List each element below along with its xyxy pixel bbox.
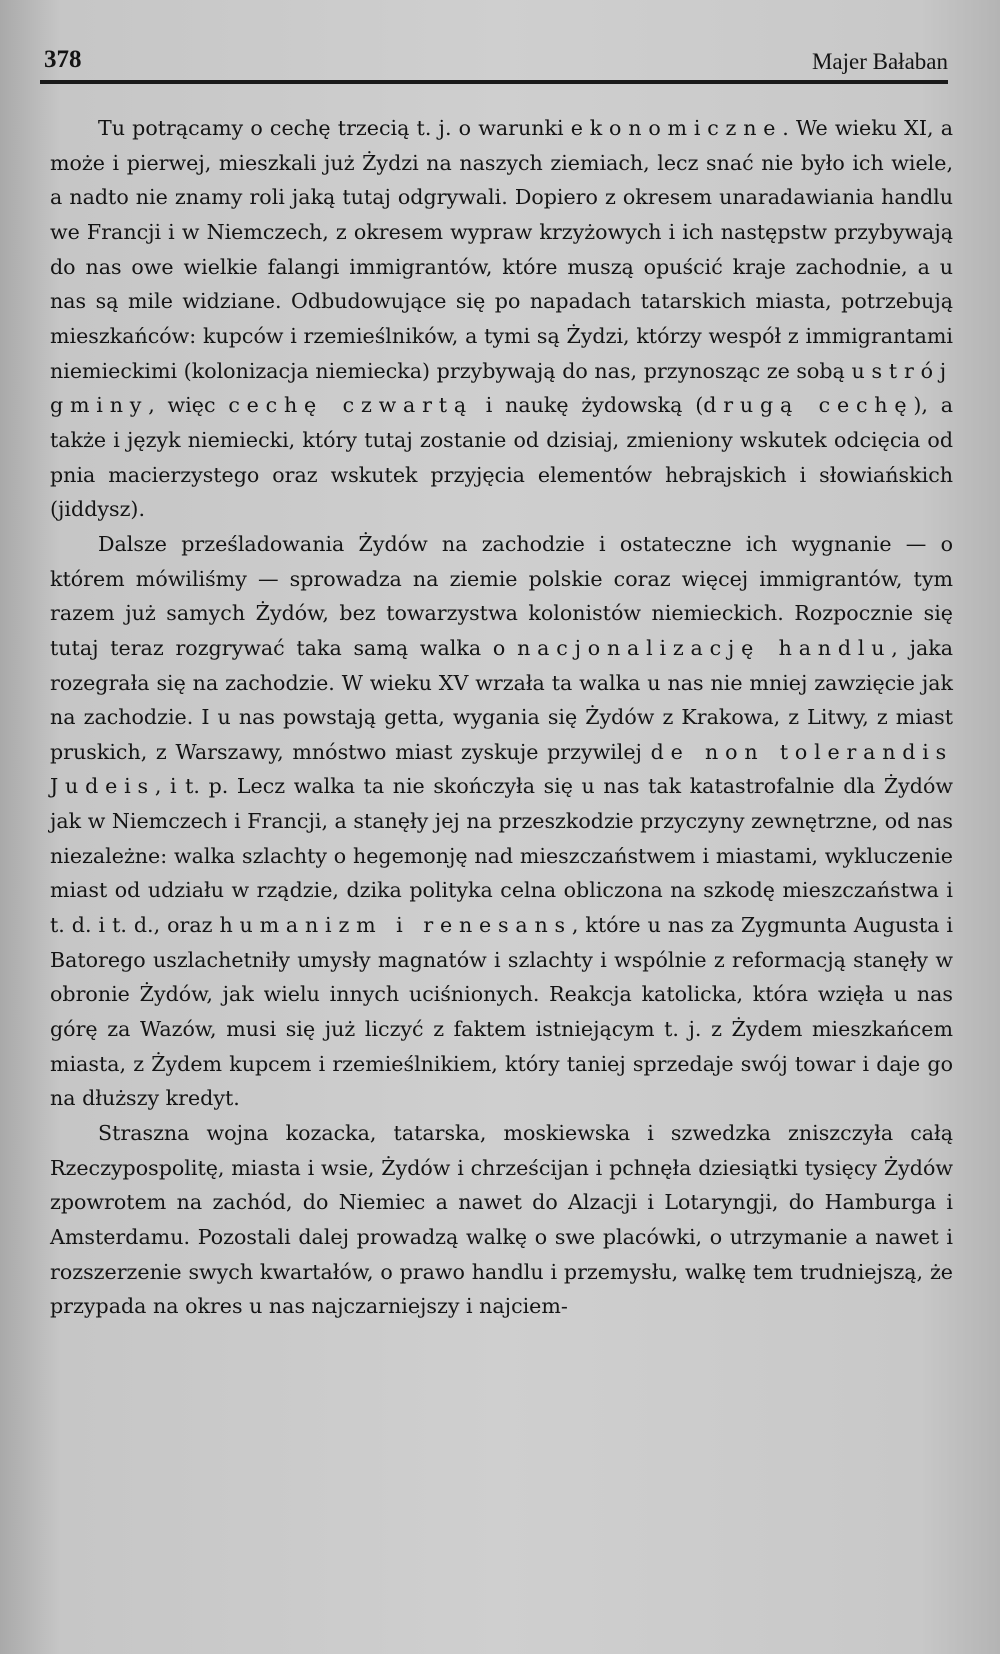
body-text bbox=[50, 111, 953, 1324]
text-run: ), a także i język niemiecki, który tutaj zostanie od dzisiaj, zmieniony wskutek odcięcia od pnia macierzystego oraz wskutek przyjęcia elementów hebrajskich i słowiańskich (jiddysz). bbox=[50, 393, 954, 522]
text-run: , które u nas za Zygmunta Augusta i Batorego uszlachetniły umysły magnatów i szlachty i wspólnie z reformacją stanęły w obronie Żydów, jak wielu innych uciśnionych. Reakcja katolicka, która wzięła u nas górę za Wazów, musi się już liczyć z faktem istniejącym t. j. z Żydem mieszkańcem miasta, z Żydem kupcem i rzemieślnikiem, który taniej sprzedaje swój towar i daje go na dłuższy kredyt. bbox=[50, 913, 953, 1111]
text-run: Dalsze prześladowania Żydów na zachodzie i ostateczne ich wygnanie — o którem mówiliśmy — sprowadza na ziemie polskie coraz więcej immigrantów, tym razem już samych Żydów, bez towarzystwa kolonistów niemieckich. Rozpocznie się tutaj teraz rozgrywać taka samą walka o bbox=[50, 531, 953, 660]
text-run: . We wieku XI, a może i pierwej, mieszkali już Żydzi na naszych ziemiach, lecz snać nie było ich wiele, a nadto nie znamy roli jaką tutaj odgrywali. Dopiero z okresem unaradawiania handlu we Francji i w Niemczech, z okresem wypraw krzyżowych i ich następstw przybywają do nas owe wielkie falangi immigrantów, które muszą opuścić kraje zachodnie, a u nas są mile widziane. Odbudowujące się po napadach tatarskich miasta, potrzebują mieszkańców: kupców i rzemieślników, a tymi są Żydzi, którzy wespół z immigrantami niemieckimi (kolonizacja niemiecka) przybywają do nas, przynosząc ze sobą bbox=[50, 116, 953, 383]
page-number: 378 bbox=[44, 46, 82, 73]
spaced-emphasis: ustrój gminy bbox=[50, 358, 953, 418]
text-run: , więc bbox=[148, 393, 229, 418]
spaced-emphasis: ekonomiczne bbox=[570, 116, 783, 140]
text-run: , i t. p. Lecz walka ta nie skończyła się u nas tak katastrofalnie dla Żydów jak w Niemczech i Francji, a stanęły jej na przeszkodzie przyczyny zewnętrzne, od nas niezależne: walka szlachty o hegemonję nad mieszczaństwem i miastami, wykluczenie miast od udziału w rządzie, dzika polityka celna obliczona na szkodę mieszczaństwa i t. d. i t. d., oraz bbox=[50, 774, 953, 938]
spaced-emphasis: cechę czwartą bbox=[228, 393, 473, 418]
spaced-emphasis: nacjonalizację handlu bbox=[517, 635, 892, 660]
paragraph bbox=[50, 527, 953, 1116]
text-run: , jaka rozegrała się na zachodzie. W wieku XV wrzała ta walka u nas nie mniej zawzięcie jak na zachodzie. I u nas powstają getta, wygania się Żydów z Krakowa, z Litwy, z miast pruskich, z Warszawy, mnóstwo miast zyskuje przywilej bbox=[50, 635, 953, 764]
text-run: Tu potrącamy o cechę trzecią t. j. o warunki bbox=[98, 116, 571, 140]
paragraph bbox=[50, 1116, 953, 1324]
text-run: i naukę żydowską ( bbox=[472, 393, 704, 418]
running-head: Majer Bałaban bbox=[811, 49, 948, 74]
page-header bbox=[40, 40, 948, 84]
spaced-emphasis: humanizm i renesans bbox=[219, 913, 572, 938]
paragraph bbox=[50, 111, 953, 527]
text-run: Straszna wojna kozacka, tatarska, moskiewska i szwedzka zniszczyła całą Rzeczypospolitę, miasta i wsie, Żydów i chrześcijan i pchnęła dziesiątki tysięcy Żydów zpowrotem na zachód, do Niemiec a nawet do Alzacji i Lotaryngji, do Hamburga i Amsterdamu. Pozostali dalej prowadzą walkę o swe placówki, o utrzymanie a nawet i rozszerzenie swych kwartałów, o prawo handlu i przemysłu, walkę tem trudniejszą, że przypada na okres u nas najczarniejszy i najciem- bbox=[50, 1121, 953, 1319]
spaced-emphasis: drugą cechę bbox=[703, 393, 914, 418]
spaced-emphasis: de non tolerandis Judeis bbox=[50, 739, 953, 799]
